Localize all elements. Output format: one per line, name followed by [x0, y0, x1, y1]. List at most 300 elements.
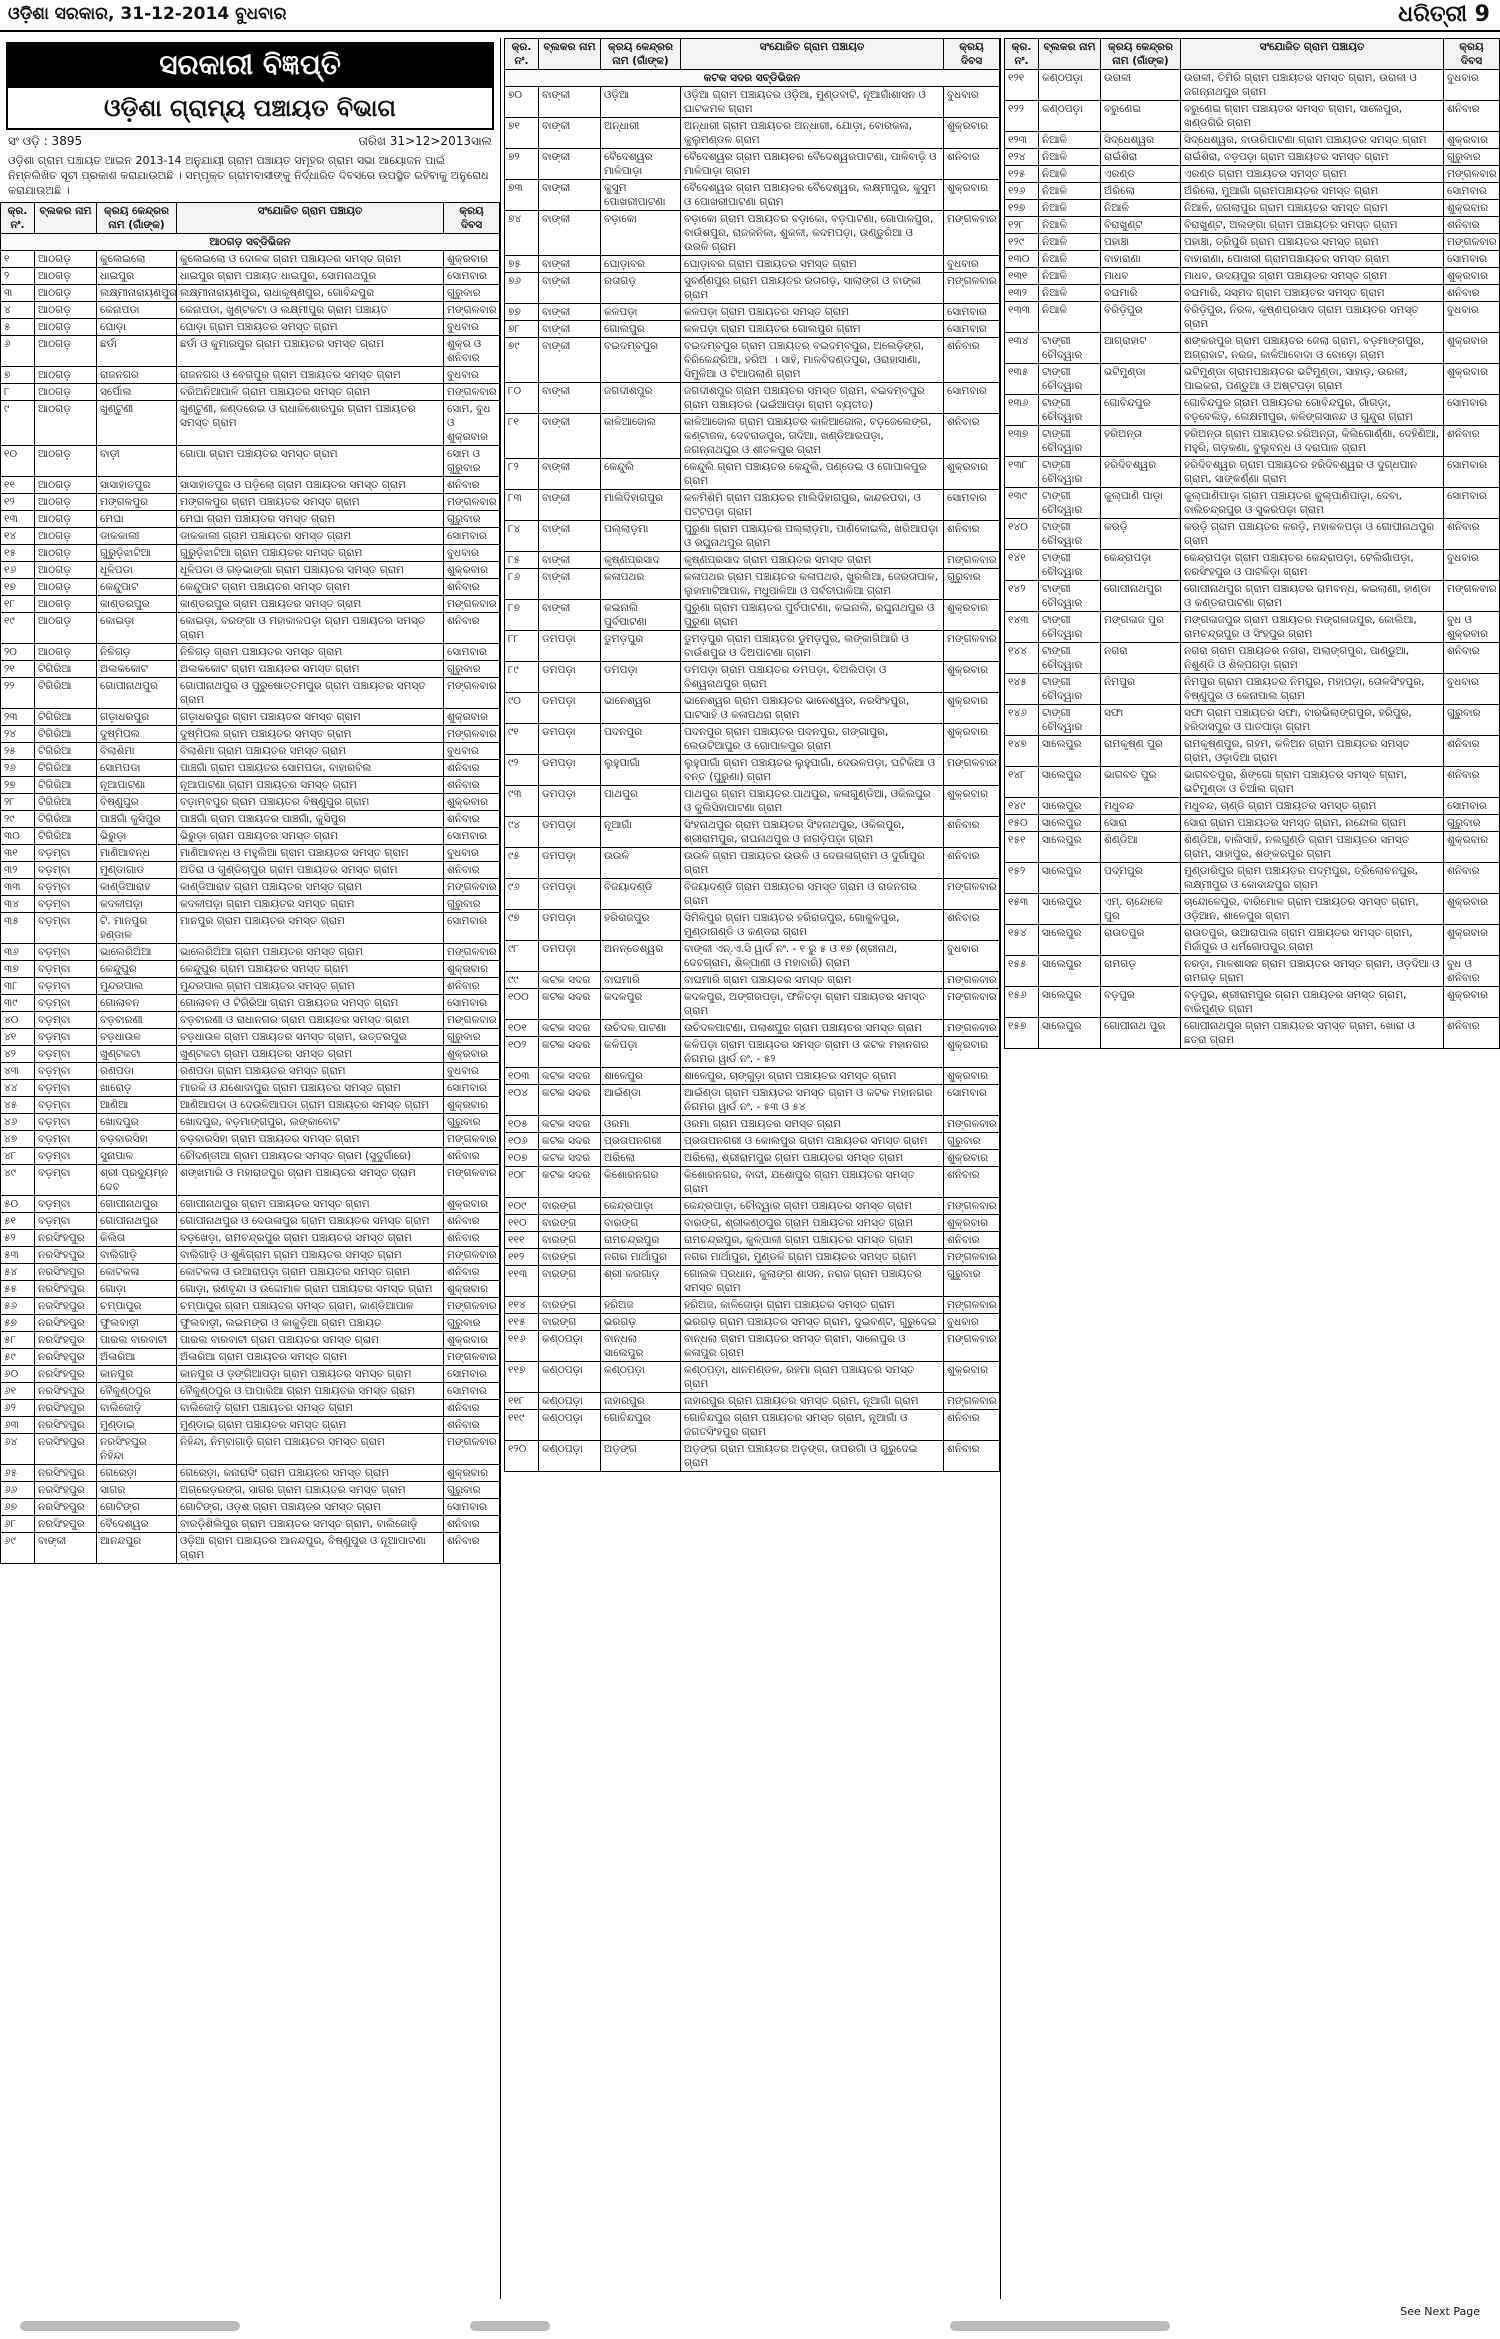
cell-center: ବଘମାରି: [1101, 285, 1181, 302]
cell-sl: ୨୦: [1, 644, 35, 661]
cell-center: ଆନନ୍ଦପୁର: [97, 1533, 177, 1564]
column-header-panchayat: ସଂଯୋଜିତ ଗ୍ରାମ ପଞ୍ଚାୟତ: [177, 203, 444, 234]
cell-day: ମଙ୍ଗଳବାର: [444, 1434, 500, 1465]
cell-panchayat: କେନ୍ଦୁପୁର ଗ୍ରାମ ପଞ୍ଚାୟତର ସମସ୍ତ ଗ୍ରାମ: [177, 961, 444, 978]
cell-block: ଆଠଗଡ଼: [35, 319, 97, 336]
cell-panchayat: ଉଉଳି ଗ୍ରାମ ପଞ୍ଚାୟତର ଉଉଳି ଓ ଦେଉଳାଗ୍ରାମ ଓ ଦୁର୍ଗାପୁର ଗ୍ରାମ: [681, 848, 944, 879]
table-row: [505, 414, 1000, 459]
table-row: [1, 1281, 500, 1298]
cell-sl: ୮୮: [505, 631, 539, 662]
cell-day: ବୁଧବାର: [444, 845, 500, 862]
cell-block: ନରସିଂହପୁର: [35, 1366, 97, 1383]
cell-panchayat: ଭାନେଶ୍ୱର ଗ୍ରାମ ପଞ୍ଚାୟତର ଭାନେଶ୍ୱର, ନରସିଂହପୁର, ଘାଟସାହି ଓ କଳାପଥରା ଗ୍ରାମ: [681, 693, 944, 724]
cell-center: ଡମପଡ଼ା: [601, 662, 681, 693]
cell-sl: ୧୩୩: [1005, 302, 1039, 333]
cell-block: ବଡ଼ମ୍ବା: [35, 961, 97, 978]
table-row: [505, 521, 1000, 552]
cell-center: ବୈଦେଶ୍ୱର ମାଳିପାଡ଼ା: [601, 149, 681, 180]
cell-panchayat: ଗୋଲାବନ ଓ ଟିଗିରିଆ ଗ୍ରାମ ପଞ୍ଚାୟତର ସମସ୍ତ ଗ୍ରାମ: [177, 995, 444, 1012]
cell-center: ଅନ୍ଧାରୀ: [601, 118, 681, 149]
cell-day: ଶନିବାର: [944, 521, 1000, 552]
cell-block: ସାଲେପୁର: [1039, 815, 1101, 832]
cell-center: ଦୁଷ୍ମିପଲ: [97, 726, 177, 743]
cell-sl: ୧୧୮: [505, 1393, 539, 1410]
cell-panchayat: ସିଦ୍ଧେଶ୍ୱର, ବାଉରିପାଟଣା ଗ୍ରାମ ପଞ୍ଚାୟତର ସମସ୍ତ ଗ୍ରାମ: [1181, 132, 1444, 149]
cell-day: ମଙ୍ଗଳବାର: [444, 494, 500, 511]
cell-center: ବଡ଼ପୁର: [1101, 987, 1181, 1018]
cell-center: ରାମକୃଷ୍ଣ ପୁର: [1101, 736, 1181, 767]
cell-panchayat: ବୈଦେଶ୍ୱର ଗ୍ରାମ ପଞ୍ଚାୟତର ବୈଦେଶ୍ୱର, ଲକ୍ଷ୍ମୀପୁର, କୁସୁମ ଓ ପୋଖରୀପାଟଣା ଗ୍ରାମ: [681, 180, 944, 211]
cell-center: ବାହାରାଣା: [1101, 251, 1181, 268]
table-row: [1005, 302, 1500, 333]
cell-day: ଗୁରୁବାର: [1444, 705, 1500, 736]
cell-sl: ୧୧: [1, 477, 35, 494]
cell-block: ଆଠଗଡ଼: [35, 285, 97, 302]
cell-center: ଡାକକାଲୀ: [97, 528, 177, 545]
cell-block: ବାଙ୍କୀ: [539, 149, 601, 180]
cell-block: ବାରଙ୍ଗ: [539, 1198, 601, 1215]
cell-center: ଭିରୁଡ଼ା: [97, 828, 177, 845]
cell-center: କଇନାଲି ପୁର୍ବପାଟଣା: [601, 600, 681, 631]
cell-block: ଆଠଗଡ଼: [35, 562, 97, 579]
cell-panchayat: ବଡ଼ାକୋ ଗ୍ରାମ ପଞ୍ଚାୟତର ବଡ଼ାକୋ, ବଡ଼ପାଟଣା, ଗୋପାଳପୁର, ବାଉଁଶପୁର, ରାଜକନିକା, ଶୁକଳୀ, କଦମପଡ଼ା, ଉଣ୍ଡୁରିଆ ଓ ଉରଳି ଗ୍ରାମ: [681, 211, 944, 256]
cell-center: ବିଷ୍ଣୁପୁର: [97, 794, 177, 811]
cell-panchayat: ଘୋଡ଼ାବର ଗ୍ରାମ ପଞ୍ଚାୟତର ସମସ୍ତ ଗ୍ରାମ: [681, 256, 944, 273]
cell-day: ମଙ୍ଗଳବାର: [444, 678, 500, 709]
cell-day: ମଙ୍ଗଳବାର: [944, 1116, 1000, 1133]
cell-block: କଟକ ସଦର: [539, 1167, 601, 1198]
cell-panchayat: ରାଇଁଶିରା, ବଡ଼ପଡ଼ା ଗ୍ରାମ ପଞ୍ଚାୟତର ସମସ୍ତ ଗ୍ରାମ: [1181, 149, 1444, 166]
cell-sl: ୧୧୧: [505, 1232, 539, 1249]
cell-sl: ୪: [1, 302, 35, 319]
cell-day: ଗୁରୁବାର: [944, 569, 1000, 600]
cell-panchayat: ଅଲକକୋଟ ଗ୍ରାମ ପଞ୍ଚାୟତର ସମସ୍ତ ଗ୍ରାମ: [177, 661, 444, 678]
cell-day: ଶୁକ୍ରବାର: [944, 600, 1000, 631]
cell-block: ନରସିଂହପୁର: [35, 1230, 97, 1247]
cell-panchayat: କେନ୍ଦୁପାଟ ଗ୍ରାମ ପଞ୍ଚାୟତର ସମସ୍ତ ଗ୍ରାମ: [177, 579, 444, 596]
cell-center: ମଙ୍ଗଳାଜ ପୁର: [1101, 612, 1181, 643]
cell-block: ଟିଗିରିଆ: [35, 811, 97, 828]
table-row: [505, 1085, 1000, 1116]
cell-block: ବଡ଼ମ୍ବା: [35, 944, 97, 961]
section-heading: ଆଠଗଡ଼ ସବ୍‌ଡିଭିଜନ: [1, 234, 500, 251]
cell-center: ଏରଣ୍ଡ: [1101, 166, 1181, 183]
cell-panchayat: ଏରଣ୍ଡ ଗ୍ରାମ ପଞ୍ଚାୟତର ସମସ୍ତ ଗ୍ରାମ: [1181, 166, 1444, 183]
cell-sl: ୧୫୫: [1005, 956, 1039, 987]
cell-center: କେନାପଡା: [97, 302, 177, 319]
table-row: [1005, 643, 1500, 674]
cell-sl: ୧୩୨: [1005, 285, 1039, 302]
cell-sl: ୭୬: [505, 273, 539, 304]
cell-panchayat: କୃଷ୍ଣପ୍ରସାଦ ଗ୍ରାମ ପଞ୍ଚାୟତର ସମସ୍ତ ଗ୍ରାମ: [681, 552, 944, 569]
cell-day: ସୋମବାର: [1444, 488, 1500, 519]
cell-panchayat: ବିରିଡ଼ିପୁର, ନିରଳ, କୃଷ୍ଣପ୍ରସାଦ ଗ୍ରାମ ପଞ୍ଚାୟତର ସମସ୍ତ ଗ୍ରାମ: [1181, 302, 1444, 333]
cell-block: କଣ୍ଠପଡ଼ା: [1039, 101, 1101, 132]
table-row: [1, 477, 500, 494]
cell-panchayat: ଅରିଲୋ, ଶ୍ରୀରାମପୁର ଗ୍ରାମ ପଞ୍ଚାୟତର ସମସ୍ତ ଗ୍ରାମ: [681, 1150, 944, 1167]
column-header-block: ବ୍ଲକର ନାମ: [35, 203, 97, 234]
cell-sl: ୧୩: [1, 511, 35, 528]
cell-panchayat: ରାମଚନ୍ଦ୍ରପୁର, କୁଳ୍ପାଳୀ ଗ୍ରାମ ପଞ୍ଚାୟତର ସମସ୍ତ ଗ୍ରାମ: [681, 1232, 944, 1249]
cell-day: ବୁଧବାର: [1444, 674, 1500, 705]
cell-day: ମଙ୍ଗଳବାର: [944, 879, 1000, 910]
cell-block: ବାରଙ୍ଗ: [539, 1314, 601, 1331]
cell-day: ମଙ୍ଗଳବାର: [444, 726, 500, 743]
cell-center: ରାଉତପୁର: [1101, 925, 1181, 956]
cell-block: ଆଠଗଡ଼: [35, 528, 97, 545]
cell-sl: ୧୩୯: [1005, 488, 1039, 519]
cell-day: ମଙ୍ଗଳବାର: [1444, 234, 1500, 251]
cell-block: ଡମପଡ଼ା: [539, 724, 601, 755]
cell-panchayat: ଖୁଣ୍ଟୁଣୀ, କଣ୍ଡରେଇ ଓ ରାଧାକିଶୋରପୁର ଗ୍ରାମ ପଞ୍ଚାୟତର ସମସ୍ତ ଗ୍ରାମ: [177, 401, 444, 446]
cell-sl: ୬୯: [1, 1533, 35, 1564]
cell-panchayat: କଦଳୀପଡ଼ା ଗ୍ରାମ ପଞ୍ଚାୟତର ସମସ୍ତ ଗ୍ରାମ: [177, 896, 444, 913]
cell-sl: ୯୬: [505, 879, 539, 910]
cell-panchayat: ଶଙ୍ଖମାରି ଓ ମହାରାଜପୁର ଗ୍ରାମ ପଞ୍ଚାୟତର ସମସ୍ତ ଗ୍ରାମ: [177, 1165, 444, 1196]
cell-panchayat: ଜଗଦୀଶପୁର ଗ୍ରାମ ପଞ୍ଚାୟତର ସମସ୍ତ ଗ୍ରାମ, ବଇଦମ୍ବପୁର ଗ୍ରାମ ପଞ୍ଚାୟତର (ଭଇଁଆପଡ଼ା ଗ୍ରାମ ବ୍ୟତୀତ): [681, 383, 944, 414]
cell-center: କୋଟକଳା: [97, 1264, 177, 1281]
cell-day: ମଙ୍ଗଳବାର: [444, 596, 500, 613]
cell-day: ଶୁକ୍ରବାର: [444, 1097, 500, 1114]
cell-block: ବାଙ୍କୀ: [539, 118, 601, 149]
table-row: [505, 211, 1000, 256]
cell-day: ଶନିବାର: [1444, 285, 1500, 302]
cell-panchayat: କାଣ୍ଡରପୁର ଗ୍ରାମ ପଞ୍ଚାୟତର ସମସ୍ତ ଗ୍ରାମ: [177, 596, 444, 613]
cell-block: ନିଆଳି: [1039, 217, 1101, 234]
cell-panchayat: ଓରମା ଗ୍ରାମ ପଞ୍ଚାୟତର ସମସ୍ତ ଗ୍ରାମ: [681, 1116, 944, 1133]
cell-sl: ୧୦୮: [505, 1167, 539, 1198]
cell-center: କିଶୋରନଗର: [601, 1167, 681, 1198]
cell-day: ସୋମ, ବୁଧ ଓ ଶୁକ୍ରବାର: [444, 401, 500, 446]
cell-panchayat: କୁଲ୍ପାଣିପାଡ଼ା ଗ୍ରାମ ପଞ୍ଚାୟତର କୁଲ୍ପାଣିପାଡ଼ା, ଦେବା, ବାଲିଚନ୍ଦ୍ରପୁର ଓ ସୁକରପଡ଼ା ଗ୍ରାମ: [1181, 488, 1444, 519]
cell-sl: ୧୪୧: [1005, 550, 1039, 581]
table-row: [1, 1063, 500, 1080]
cell-block: ଟିଗିରିଆ: [35, 709, 97, 726]
cell-panchayat: ବଡ଼ଖେଡ଼ା, ରାମଚନ୍ଦ୍ରପୁର ଗ୍ରାମ ପଞ୍ଚାୟତର ସମସ୍ତ ଗ୍ରାମ: [177, 1230, 444, 1247]
cell-panchayat: ହରିଅଜ, କାଳିଜୋଡ଼ା ଗ୍ରାମ ପଞ୍ଚାୟତର ସମସ୍ତ ଗ୍ରାମ: [681, 1297, 944, 1314]
cell-block: ବଡ଼ମ୍ବା: [35, 1080, 97, 1097]
notice-refline: [0, 130, 500, 153]
cell-day: ଶୁକ୍ରବାର: [1444, 894, 1500, 925]
cell-panchayat: ବିରାଖୁଣ୍ଟ, ଅଲଙ୍ଗା ଗ୍ରାମ ପଞ୍ଚାୟତର ସମସ୍ତ ଗ୍ରାମ: [1181, 217, 1444, 234]
cell-center: ବିଜୟାଦଣ୍ଡି: [601, 879, 681, 910]
cell-day: ଶନିବାର: [1444, 101, 1500, 132]
cell-panchayat: ଅଡ଼ଙ୍ଗ ଗ୍ରାମ ପଞ୍ଚାୟତର ଅଡ଼ଙ୍ଗ, ଉପରଗାଁ ଓ ଗୁରୁଦେଇ ଗ୍ରାମ: [681, 1441, 944, 1472]
table-row: [1, 845, 500, 862]
cell-panchayat: କୁଲେଇଲୋ ଓ ଦୋଳକ ଗ୍ରାମ ପଞ୍ଚାୟତର ସମସ୍ତ ଗ୍ରାମ: [177, 251, 444, 268]
cell-panchayat: ଗୋପୀନାଥପୁର ଓ ଦେଉଳାପୁର ଗ୍ରାମ ପଞ୍ଚାୟତର ସମସ୍ତ ଗ୍ରାମ: [177, 1213, 444, 1230]
cell-panchayat: ଧାଇପୁର ଗ୍ରାମ ପଞ୍ଚାୟତ ଧାଇପୁର, ସୋମନାଥପୁର: [177, 268, 444, 285]
cell-center: କୃଷ୍ଣପ୍ରସାଦ: [601, 552, 681, 569]
notice-title: ସରକାରୀ ବିଜ୍ଞପ୍ତି: [6, 42, 494, 88]
cell-sl: ୫୧: [1, 1213, 35, 1230]
cell-sl: ୧: [1, 251, 35, 268]
cell-day: ଗୁରୁବାର: [444, 661, 500, 678]
cell-center: ପାରଲ ବାରବାଟୀ: [97, 1332, 177, 1349]
cell-sl: ୮୧: [505, 414, 539, 459]
cell-center: ଭାନେଶ୍ୱର: [601, 693, 681, 724]
cell-block: କଟକ ସଦର: [539, 1133, 601, 1150]
cell-block: ବାଙ୍କୀ: [539, 180, 601, 211]
cell-sl: ୮୩: [505, 490, 539, 521]
cell-center: ମାଣିଆବନ୍ଧ: [97, 845, 177, 862]
cell-sl: ୧୧୩: [505, 1266, 539, 1297]
cell-sl: ୭୫: [505, 256, 539, 273]
cell-day: ଗୁରୁବାର: [444, 1482, 500, 1499]
cell-day: ମଙ୍ଗଳବାର: [444, 879, 500, 896]
notice-body: ଓଡ଼ିଶା ଗ୍ରାମ ପଞ୍ଚାୟତ ଆଇନ 2013-14 ଅନୁଯାୟୀ ଗ୍ରାମ ପଞ୍ଚାୟତ ସମୂହର ଗ୍ରାମ ସଭା ଆୟୋଜନ ପାଇଁ ନିମ୍ନଲିଖିତ ସୂଚୀ ପ୍ରକାଶ କରାଯାଉଅଛି । ସମ୍ପୃକ୍ତ ଗ୍ରାମବାସୀଙ୍କୁ ନିର୍ଦ୍ଧାରିତ ଦିବସରେ ଉପସ୍ଥିତ ରହିବାକୁ ଅନୁରୋଧ କରାଯାଉଅଛି ।: [8, 154, 489, 197]
cell-panchayat: ଅଗ୍ରେଡ଼ରଙ୍ଗ, ସାଗର ଗ୍ରାମ ପଞ୍ଚାୟତର ସମସ୍ତ ଗ୍ରାମ: [177, 1482, 444, 1499]
cell-day: ବୁଧବାର: [1444, 302, 1500, 333]
table-row: [1, 336, 500, 367]
cell-center: ନୂଆପାଟଣା: [97, 777, 177, 794]
table-row: [505, 755, 1000, 786]
cell-panchayat: ଚାନ୍ଦୋଳେପୁର, ବାରିମୋଳ ଗ୍ରାମ ପଞ୍ଚାୟତର ସମସ୍ତ ଗ୍ରାମ, ଓଡ଼ିଆନ, ଶାଳେପୁର ଗ୍ରାମ: [1181, 894, 1444, 925]
table-row: [1, 760, 500, 777]
column-header-center: କ୍ରୟ କେନ୍ଦ୍ରର ନାମ (ଗାଁଙ୍କ): [1101, 39, 1181, 70]
table-row: [505, 941, 1000, 972]
table-row: [505, 1249, 1000, 1266]
cell-panchayat: ପୁରୁଣା ଗ୍ରାମ ପଞ୍ଚାୟତର ପୁର୍ବପାଟଣା, କଇନାଲି, ରଘୁନାଥପୁର ଓ ପୁରୁଣା ଗ୍ରାମ: [681, 600, 944, 631]
cell-sl: ୪୭: [1, 1131, 35, 1148]
cell-block: ଡମପଡ଼ା: [539, 786, 601, 817]
cell-block: ବାଙ୍କୀ: [35, 1533, 97, 1564]
table-row: [1, 644, 500, 661]
cell-center: ପହାଞ୍ଚା: [1101, 234, 1181, 251]
column-header-block: ବ୍ଲକର ନାମ: [1039, 39, 1101, 70]
table-row: [1, 268, 500, 285]
cell-sl: ୩୧: [1, 845, 35, 862]
cell-block: ଟିଗିରିଆ: [35, 743, 97, 760]
cell-day: ସୋମବାର: [444, 913, 500, 944]
cell-block: ବାରଙ୍ଗ: [539, 1215, 601, 1232]
cell-block: ଆଠଗଡ଼: [35, 251, 97, 268]
table-row: [1005, 268, 1500, 285]
cell-day: ସୋମବାର: [1444, 251, 1500, 268]
table-row: [1, 811, 500, 828]
cell-center: କରଡ଼ି: [1101, 519, 1181, 550]
cell-block: କଣ୍ଠପଡ଼ା: [1039, 70, 1101, 101]
cell-day: ଶୁକ୍ରବାର: [444, 709, 500, 726]
table-row: [1005, 767, 1500, 798]
cell-center: ସର୍ପୋଲ: [97, 384, 177, 401]
cell-panchayat: ବାରଡ଼ିଶିଲିପୁର ଗ୍ରାମ ପଞ୍ଚାୟତର ସମସ୍ତ ଗ୍ରାମ, ବାଲିଜୋଡ଼ି: [177, 1516, 444, 1533]
cell-day: ଶନିବାର: [444, 1264, 500, 1281]
cell-center: କାଣ୍ଡିଆରାହ: [97, 879, 177, 896]
cell-panchayat: ମଙ୍ଗଳାଜପୁର ଗ୍ରାମ ପଞ୍ଚାୟତର ମଙ୍ଗଳାଜପୁର, କୋଲିଆ, ରାମଚନ୍ଦ୍ରପୁର ଓ ସିଂହପୁର ଗ୍ରାମ: [1181, 612, 1444, 643]
table-row: [505, 600, 1000, 631]
cell-center: ପଦନପୁର: [601, 724, 681, 755]
cell-day: ସୋମବାର: [444, 1499, 500, 1516]
cell-center: ଅନନ୍ତେଶ୍ୱର: [601, 941, 681, 972]
cell-sl: ୧୦୪: [505, 1085, 539, 1116]
cell-day: ଶନିବାର: [1444, 1018, 1500, 1049]
footer-bar: [20, 2321, 240, 2331]
cell-sl: ୧୨୫: [1005, 166, 1039, 183]
cell-day: ଶୁକ୍ରବାର: [444, 251, 500, 268]
cell-center: ବାଘମାରି: [601, 972, 681, 989]
cell-block: ବାଙ୍କୀ: [539, 211, 601, 256]
cell-panchayat: କଳମିଶିମି ଗ୍ରାମ ପଞ୍ଚାୟତର ମାଲିଦିହାଗପୁର, କାନ୍ଦରପଦା, ଓ ପଟ୍ଟପଡ଼ା ଗ୍ରାମ: [681, 490, 944, 521]
table-row: [505, 1331, 1000, 1362]
cell-day: ସୋମବାର: [944, 1085, 1000, 1116]
cell-block: ସାଲେପୁର: [1039, 863, 1101, 894]
cell-day: ଶୁକ୍ରବାର: [1444, 333, 1500, 364]
cell-panchayat: ବରିଅନିଆପାଳି ଗ୍ରାମ ପଞ୍ଚାୟତର ସମସ୍ତ ଗ୍ରାମ: [177, 384, 444, 401]
cell-block: ଟାଙ୍ଗୀ ଚୌଦ୍ୱାର: [1039, 395, 1101, 426]
table-row: [505, 338, 1000, 383]
table-row: [505, 273, 1000, 304]
table-row: [1, 1012, 500, 1029]
cell-day: ଶନିବାର: [944, 414, 1000, 459]
table-row: [1, 1482, 500, 1499]
cell-day: ମଙ୍ଗଳବାର: [944, 972, 1000, 989]
table-row: [505, 149, 1000, 180]
cell-sl: ୮୬: [505, 569, 539, 600]
table-row: [1005, 285, 1500, 302]
cell-center: ରାମଗଡ଼: [1101, 956, 1181, 987]
cell-block: ଆଠଗଡ଼: [35, 494, 97, 511]
cell-day: ଶୁକ୍ରବାର: [444, 794, 500, 811]
cell-sl: ୧୨୩: [1005, 132, 1039, 149]
cell-panchayat: ମୁଣ୍ଡାରିପୁର ଗ୍ରାମ ପଞ୍ଚାୟତର ପଦ୍ମପୁର, ତ୍ରିଲୋଚନପୁର, ଲକ୍ଷ୍ମୀପୁର ଓ କୋଦାନ୍ଦପୁର ଗ୍ରାମ: [1181, 863, 1444, 894]
table-row: [1, 1080, 500, 1097]
cell-panchayat: ସିମିଳିପୁର ଗ୍ରାମ ପଞ୍ଚାୟତର ହରିରାଜପୁର, ଗୋକୁଳପୁର, ମୁଣ୍ଡାଗଣ୍ଡି ଓ କଣ୍ଡରା ଗ୍ରାମ: [681, 910, 944, 941]
cell-day: ମଙ୍ଗଳବାର: [944, 1393, 1000, 1410]
cell-center: ରାଜନଗର: [97, 367, 177, 384]
cell-center: ଉଉଳି: [601, 848, 681, 879]
table-row: [505, 1020, 1000, 1037]
cell-day: ବୁଧବାର: [444, 319, 500, 336]
cell-sl: ୩୫: [1, 913, 35, 944]
table-row: [1, 1516, 500, 1533]
cell-center: ଗୋଡ଼ା: [97, 1281, 177, 1298]
cell-center: ଶିଣ୍ଡିଆ: [1101, 832, 1181, 863]
cell-sl: ୨୨: [1, 678, 35, 709]
cell-panchayat: ମାନପୁର ଗ୍ରାମ ପଞ୍ଚାୟତର ସମସ୍ତ ଗ୍ରାମ: [177, 913, 444, 944]
cell-center: ମଙ୍ଗଳପୁର: [97, 494, 177, 511]
cell-center: ଲୁହୁପାଗାଁ: [601, 755, 681, 786]
table-row: [1005, 550, 1500, 581]
table-row: [1005, 925, 1500, 956]
cell-block: ଟିଗିରିଆ: [35, 777, 97, 794]
cell-block: ବଡ଼ମ୍ବା: [35, 845, 97, 862]
cell-sl: ୧୨୭: [1005, 200, 1039, 217]
cell-sl: ୧୩୧: [1005, 268, 1039, 285]
cell-panchayat: ଖୋଦପୁର, ବଡ଼ମାଙ୍ଗପୁର, ଲଙ୍କାବୋଟ: [177, 1114, 444, 1131]
cell-sl: ୧୫୨: [1005, 863, 1039, 894]
cell-day: ଶୁକ୍ରବାର: [944, 1037, 1000, 1068]
cell-panchayat: ପାରଲ ବାରବାଟୀ ଗ୍ରାମ ପଞ୍ଚାୟତର ସମସ୍ତ ଗ୍ରାମ: [177, 1332, 444, 1349]
cell-panchayat: ବିଲାଶିମା ଗ୍ରାମ ପଞ୍ଚାୟତର ସମସ୍ତ ଗ୍ରାମ: [177, 743, 444, 760]
cell-sl: ୧୦୨: [505, 1037, 539, 1068]
cell-panchayat: ପାଞ୍ଚଗାଁ ଗ୍ରାମ ପଞ୍ଚାୟତର ପାଞ୍ଚଗାଁ, କୁସିପୁର: [177, 811, 444, 828]
cell-day: ଶୁକ୍ରବାର: [444, 1046, 500, 1063]
cell-center: ଗୋପୀନାଥପୁର: [97, 1196, 177, 1213]
cell-sl: ୭: [1, 367, 35, 384]
cell-sl: ୧୭: [1, 579, 35, 596]
table-row: [1005, 333, 1500, 364]
cell-block: କଟକ ସଦର: [539, 972, 601, 989]
cell-sl: ୯୪: [505, 817, 539, 848]
cell-day: ଶୁକ୍ରବାର: [944, 459, 1000, 490]
table-row: [1005, 674, 1500, 705]
cell-panchayat: ଭିରୁଡ଼ା ଗ୍ରାମ ପଞ୍ଚାୟତର ସମସ୍ତ ଗ୍ରାମ: [177, 828, 444, 845]
cell-center: କଣ୍ଠପଡ଼ା: [601, 1362, 681, 1393]
cell-block: ଟିଗିରିଆ: [35, 661, 97, 678]
cell-day: ଶୁକ୍ର ଓ ଶନିବାର: [444, 336, 500, 367]
cell-block: ବଡ଼ମ୍ବା: [35, 995, 97, 1012]
cell-block: ଆଠଗଡ଼: [35, 477, 97, 494]
cell-block: ନରସିଂହପୁର: [35, 1417, 97, 1434]
cell-sl: ୬୦: [1, 1366, 35, 1383]
cell-sl: ୧୫୬: [1005, 987, 1039, 1018]
cell-day: ମଙ୍ଗଳବାର: [944, 1331, 1000, 1362]
cell-sl: ୧୧୪: [505, 1297, 539, 1314]
cell-sl: ୧୧୦: [505, 1215, 539, 1232]
column-header-sl: କ୍ର. ନଂ.: [1, 203, 35, 234]
cell-day: ଶନିବାର: [944, 817, 1000, 848]
table-row: [1, 913, 500, 944]
cell-block: ବାରଙ୍ଗ: [539, 1297, 601, 1314]
cell-day: ମଙ୍ଗଳବାର: [944, 211, 1000, 256]
cell-panchayat: ବୈଦେଶ୍ୱର ଗ୍ରାମ ପଞ୍ଚାୟତର ବୈଦେଶ୍ୱରପାଟଣା, ପାଳିବାଡ଼ି ଓ ମାଳିପାଡ଼ା ଗ୍ରାମ: [681, 149, 944, 180]
cell-panchayat: ଗୁରୁଡ଼ିଝାଟିଆ ଗ୍ରାମ ପଞ୍ଚାୟତର ସମସ୍ତ ଗ୍ରାମ: [177, 545, 444, 562]
cell-block: ବାଙ୍କୀ: [539, 87, 601, 118]
cell-day: ସୋମବାର: [944, 321, 1000, 338]
table-row: [1, 944, 500, 961]
table-row: [1005, 251, 1500, 268]
cell-center: ପ୍ରତାପନଗରୀ: [601, 1133, 681, 1150]
header-dateline: ଓଡ଼ିଶା ସରକାର, 31-12-2014 ବୁଧବାର: [8, 4, 287, 24]
cell-center: ଛର୍ଡା: [97, 336, 177, 367]
cell-panchayat: ପାଞ୍ଚଗାଁ ଗ୍ରାମ ପଞ୍ଚାୟତର ସୋମପଡା, ବାହାରବିଲ: [177, 760, 444, 777]
cell-center: ଖୁଣ୍ଟକଟା: [97, 1046, 177, 1063]
cell-day: ଶୁକ୍ରବାର: [944, 1215, 1000, 1232]
cell-panchayat: କଣ୍ଠପଡ଼ା, ଧାନମଣ୍ଡଳ, ରହମା ଗ୍ରାମ ପଞ୍ଚାୟତର ସମସ୍ତ ଗ୍ରାମ: [681, 1362, 944, 1393]
cell-day: ବୁଧବାର: [944, 87, 1000, 118]
cell-panchayat: ସିଂହନାଥପୁର ଗ୍ରାମ ପଞ୍ଚାୟତର ସିଂହନାଥପୁର, ଓକିଲପୁର, ଶ୍ରୀରାମପୁର, ରାଘନାଥପୁର ଓ ନାଗଡ଼ିପଡ଼ା ଗ୍ରାମ: [681, 817, 944, 848]
cell-center: କାନପୁର: [97, 1366, 177, 1383]
cell-center: ରତାଗଡ଼: [601, 273, 681, 304]
cell-block: ଆଠଗଡ଼: [35, 596, 97, 613]
cell-block: ଆଠଗଡ଼: [35, 644, 97, 661]
cell-center: ମେଘା: [97, 511, 177, 528]
table-row: [1, 743, 500, 760]
see-next-page: See Next Page: [1400, 2305, 1480, 2318]
cell-day: ମଙ୍ଗଳବାର: [944, 552, 1000, 569]
cell-block: ବଡ଼ମ୍ବା: [35, 1012, 97, 1029]
cell-day: ବୁଧବାର: [444, 743, 500, 760]
cell-block: ବଡ଼ମ୍ବା: [35, 978, 97, 995]
cell-day: ଶନିବାର: [444, 862, 500, 879]
cell-sl: ୩୪: [1, 896, 35, 913]
cell-sl: ୨୪: [1, 726, 35, 743]
table-row: [1, 1298, 500, 1315]
cell-day: ଗୁରୁବାର: [944, 1266, 1000, 1297]
cell-sl: ୭୭: [505, 304, 539, 321]
column-header-center: କ୍ରୟ କେନ୍ଦ୍ରର ନାମ (ଗାଁଙ୍କ): [97, 203, 177, 234]
cell-sl: ୧୪୫: [1005, 674, 1039, 705]
cell-panchayat: ଅଁଳାରିଆ ଗ୍ରାମ ପଞ୍ଚାୟତର ସମସ୍ତ ଗ୍ରାମ: [177, 1349, 444, 1366]
cell-day: ମଙ୍ଗଳବାର: [444, 384, 500, 401]
cell-sl: ୧୩୪: [1005, 333, 1039, 364]
cell-center: ସୋରା: [1101, 815, 1181, 832]
cell-center: କିଲିତା: [97, 1230, 177, 1247]
cell-panchayat: ବଡ଼ପୁର, ଶ୍ରୀରାମପୁର ଗ୍ରାମ ପଞ୍ଚାୟତର ସମସ୍ତ ଗ୍ରାମ, ବାରିମୁଣ୍ଡ ଗ୍ରାମ: [1181, 987, 1444, 1018]
cell-sl: ୧୦୦: [505, 989, 539, 1020]
cell-block: ବାରଙ୍ଗ: [539, 1249, 601, 1266]
